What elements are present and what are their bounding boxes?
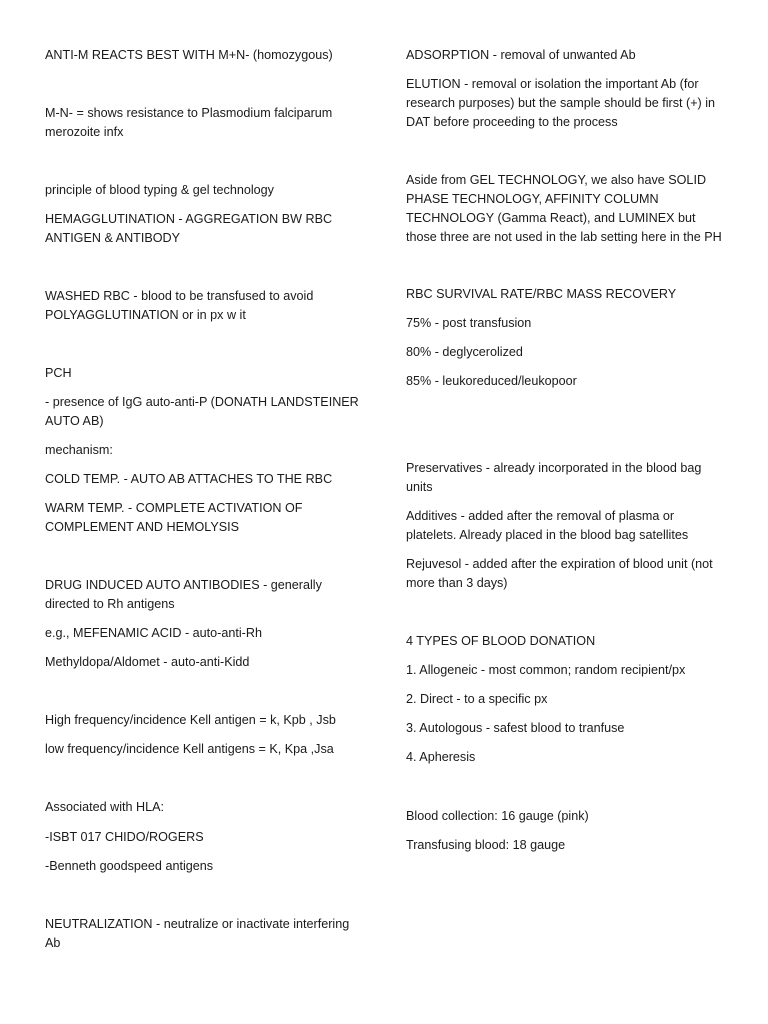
note-rejuvesol: Rejuvesol - added after the expiration of blood unit (not more than 3 days) [406,557,713,590]
note-blood-typing: principle of blood typing & gel technology [45,183,274,197]
note-75-percent: 75% - post transfusion [406,316,532,330]
note-neutralization: NEUTRALIZATION - neutralize or inactivate interfering Ab [45,917,350,950]
note-kell-high: High frequency/incidence Kell antigen = k, Kpb , Jsb [45,713,336,727]
note-kell-low: low frequency/incidence Kell antigens = K, Kpa ,Jsa [45,742,334,756]
note-pch-heading: PCH [45,366,72,380]
note-preservatives: Preservatives - already incorporated in the blood bag units [406,461,702,494]
note-donation-heading: 4 TYPES OF BLOOD DONATION [406,634,596,648]
note-direct: 2. Direct - to a specific px [406,692,548,706]
note-drug-induced: DRUG INDUCED AUTO ANTIBODIES - generally directed to Rh antigens [45,578,322,611]
note-mechanism: mechanism: [45,443,113,457]
note-chido-rogers: -ISBT 017 CHIDO/ROGERS [45,830,204,844]
note-cold-temp: COLD TEMP. - AUTO AB ATTACHES TO THE RBC [45,472,333,486]
note-apheresis: 4. Apheresis [406,750,476,764]
note-blood-collection: Blood collection: 16 gauge (pink) [406,809,589,823]
note-mefenamic: e.g., MEFENAMIC ACID - auto-anti-Rh [45,626,262,640]
note-rbc-survival: RBC SURVIVAL RATE/RBC MASS RECOVERY [406,287,677,301]
note-hla-heading: Associated with HLA: [45,800,164,814]
note-85-percent: 85% - leukoreduced/leukopoor [406,374,577,388]
note-benneth-goodspeed: -Benneth goodspeed antigens [45,859,214,873]
note-allogeneic: 1. Allogeneic - most common; random recipient/px [406,663,686,677]
note-hemagglutination: HEMAGGLUTINATION - AGGREGATION BW RBC ANTIGEN & ANTIBODY [45,212,333,245]
note-gel-technology: Aside from GEL TECHNOLOGY, we also have SOLID PHASE TECHNOLOGY, AFFINITY COLUMN TECHNOLOGY (Gamma React), and LUMINEX but those three are not used in the lab setting here in the PH [406,173,722,244]
note-adsorption: ADSORPTION - removal of unwanted Ab [406,48,636,62]
note-elution: ELUTION - removal or isolation the important Ab (for research purposes) but the sample should be first (+) in DAT before proceeding to the process [406,77,716,129]
note-washed-rbc: WASHED RBC - blood to be transfused to avoid POLYAGGLUTINATION or in px w it [45,289,314,322]
note-methyldopa: Methyldopa/Aldomet - auto-anti-Kidd [45,655,250,669]
note-autologous: 3. Autologous - safest blood to tranfuse [406,721,625,735]
note-additives: Additives - added after the removal of plasma or platelets. Already placed in the blood bag satellites [406,509,689,542]
note-m-n-resistance: M-N- = shows resistance to Plasmodium falciparum merozoite infx [45,106,333,139]
note-transfusing-blood: Transfusing blood: 18 gauge [406,838,566,852]
note-warm-temp: WARM TEMP. - COMPLETE ACTIVATION OF COMPLEMENT AND HEMOLYSIS [45,501,303,534]
note-anti-m: ANTI-M REACTS BEST WITH M+N- (homozygous) [45,48,333,62]
note-pch-igg: - presence of IgG auto-anti-P (DONATH LANDSTEINER AUTO AB) [45,395,359,428]
note-80-percent: 80% - deglycerolized [406,345,523,359]
